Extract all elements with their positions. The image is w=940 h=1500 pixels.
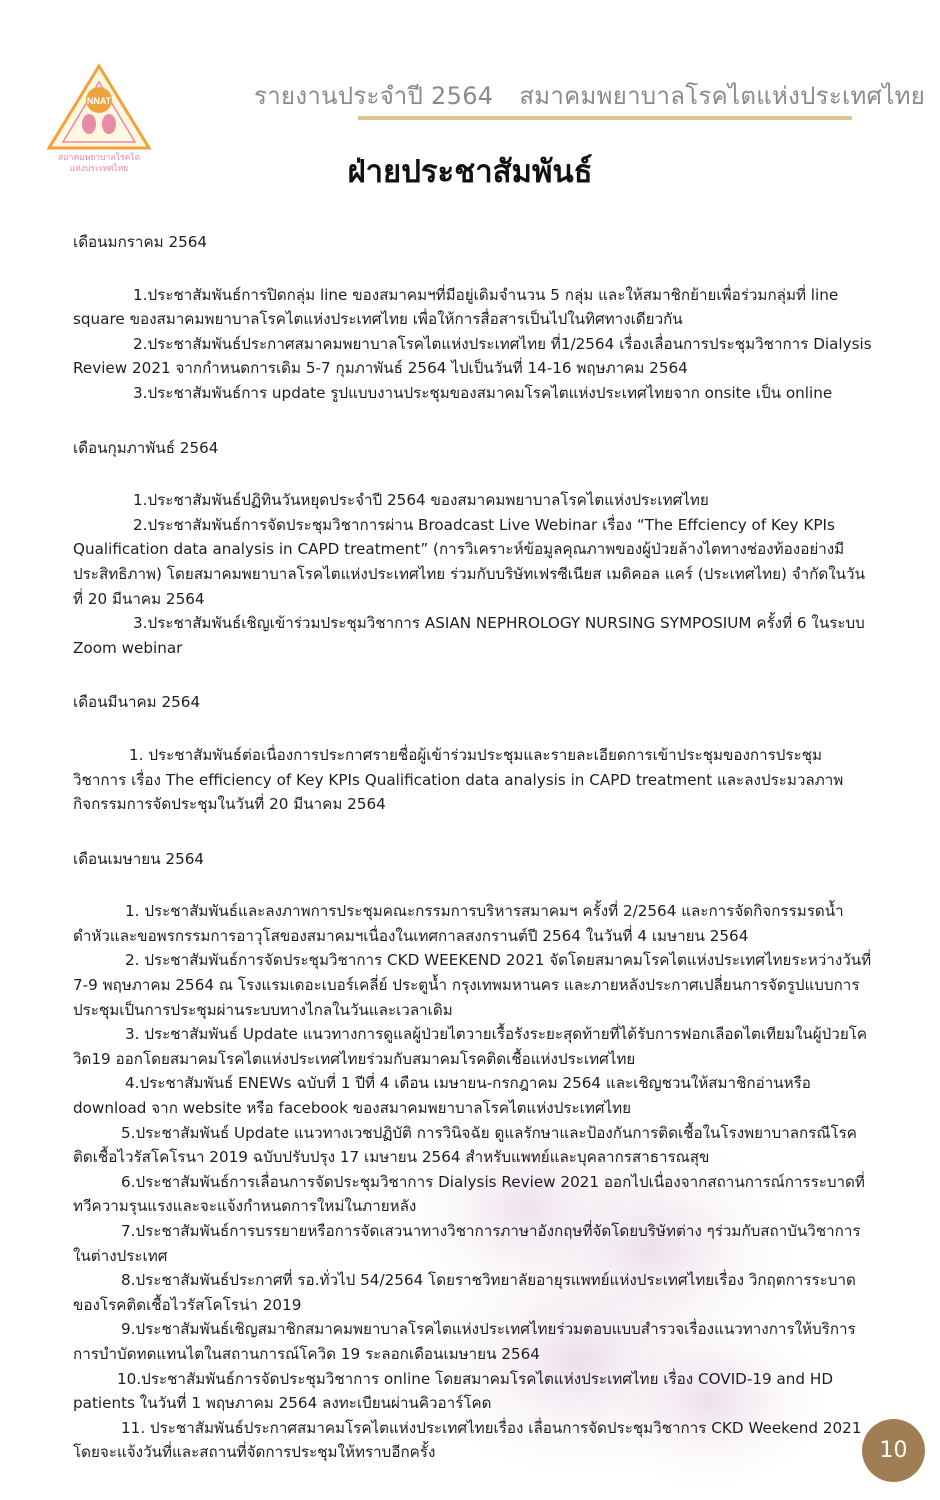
list-item: 3. ประชาสัมพันธ์ Update แนวทางการดูแลผู้ป่วยไตวายเรื้อรังระยะสุดท้ายที่ได้รับการฟอกเลือดไตเทียมในผู้ป่วยโควิด19 ออกโดยสมาคมโรคไตแห่งประเทศไทยร่วมกับสมาคมโรคติดเชื้อแห่งประเทศไทย: [73, 1025, 868, 1068]
list-item: 5.ประชาสัมพันธ์ Update แนวทางเวชปฏิบัติ การวินิจฉัย ดูแลรักษาและป้องกันการติดเชื้อในโรงพยาบาลกรณีโรคติดเชื้อไวรัสโคโรนา 2019 ฉบับปรับปรุง 17 เมษายน 2564 สำหรับแพทย์และบุคลากรสาธารณสุข: [73, 1123, 857, 1167]
header-association-name: สมาคมพยาบาลโรคไตแห่งประเทศไทย: [519, 82, 926, 110]
page-title: ฝ่ายประชาสัมพันธ์: [347, 154, 593, 190]
logo-caption-line1: สมาคมพยาบาลโรคไต: [57, 153, 141, 163]
list-item: 2.ประชาสัมพันธ์ประกาศสมาคมพยาบาลโรคไตแห่งประเทศไทย ที่1/2564 เรื่องเลื่อนการประชุมวิชาการ Dialysis Review 2021 จากกำหนดการเดิม 5-7 กุมภาพันธ์ 2564 ไปเป็นวันที่ 14-16 พฤษภาคม 2564: [73, 334, 872, 378]
list-item: 2.ประชาสัมพันธ์การจัดประชุมวิชาการผ่าน Broadcast Live Webinar เรื่อง “The Effciency of Key KPIs Qualification data analysis in CAPD treatment” (การวิเคราะห์ข้อมูลคุณภาพของผู้ป่วยล้างไตทางช่องท้องอย่างมีประสิทธิภาพ) โดยสมาคมพยาบาลโรคไตแห่งประเทศไทย ร่วมกับบริษัทเฟรซีเนียส เมดิคอล แคร์ (ประเทศไทย) จำกัดในวันที่ 20 มีนาคม 2564: [73, 515, 865, 608]
logo-caption-line2: แห่งประเทศไทย: [69, 164, 129, 174]
month-heading: เดือนกุมภาพันธ์ 2564: [73, 438, 219, 457]
list-item: 1. ประชาสัมพันธ์และลงภาพการประชุมคณะกรรมการบริหารสมาคมฯ ครั้งที่ 2/2564 และการจัดกิจกรรมรดน้ำดำหัวและขอพรกรรมการอาวุโสของสมาคมฯเนื่องในเทศกาลสงกรานต์ปี 2564 ในวันที่ 4 เมษายน 2564: [73, 902, 844, 945]
header-report-title: รายงานประจำปี 2564: [254, 82, 494, 110]
list-item: 1.ประชาสัมพันธ์ปฏิทินวันหยุดประจำปี 2564 ของสมาคมพยาบาลโรคไตแห่งประเทศไทย: [133, 491, 709, 510]
logo-badge-text: NNAT: [86, 96, 112, 106]
list-item: 10.ประชาสัมพันธ์การจัดประชุมวิชาการ online โดยสมาคมโรคไตแห่งประเทศไทย เรื่อง COVID-19 and HD patients ในวันที่ 1 พฤษภาคม 2564 ลงทะเบียนผ่านคิวอาร์โคด: [73, 1369, 834, 1413]
running-header: [254, 76, 926, 115]
month-heading: เดือนเมษายน 2564: [73, 849, 205, 868]
document-body: [73, 226, 873, 1465]
list-item: 2. ประชาสัมพันธ์การจัดประชุมวิชาการ CKD WEEKEND 2021 จัดโดยสมาคมโรคไตแห่งประเทศไทยระหว่างวันที่ 7-9 พฤษภาคม 2564 ณ โรงแรมเดอะเบอร์เคลี่ย์ ประตูน้ำ กรุงเทพมหานคร และภายหลังประกาศเปลี่ยนการจัดรูปแบบการประชุมเป็นการประชุมผ่านระบบทางไกลในวันและเวลาเดิม: [73, 951, 872, 1019]
page-number-badge: 10: [862, 1419, 925, 1482]
list-item: 3.ประชาสัมพันธ์เชิญเข้าร่วมประชุมวิชาการ ASIAN NEPHROLOGY NURSING SYMPOSIUM ครั้งที่ 6 ในระบบ Zoom webinar: [73, 614, 865, 657]
month-heading: เดือนมกราคม 2564: [73, 233, 208, 251]
list-item: 11. ประชาสัมพันธ์ประกาศสมาคมโรคไตแห่งประเทศไทยเรื่อง เลื่อนการจัดประชุมวิชาการ CKD Weekend 2021 โดยจะแจ้งวันที่และสถานที่จัดการประชุมให้ทราบอีกครั้ง: [73, 1418, 862, 1462]
list-item: 1. ประชาสัมพันธ์ต่อเนื่องการประกาศรายชื่อผู้เข้าร่วมประชุมและรายละเอียดการเข้าประชุมของการประชุมวิชาการ เรื่อง The efficiency of Key KPIs Qualification data analysis in CAPD treatment และลงประมวลภาพกิจกรรมการจัดประชุมในวันที่ 20 มีนาคม 2564: [73, 745, 844, 814]
list-item: 7.ประชาสัมพันธ์การบรรยายหรือการจัดเสวนาทางวิชาการภาษาอังกฤษที่จัดโดยบริษัทต่าง ๆร่วมกับสถาบันวิชาการในต่างประเทศ: [73, 1222, 861, 1265]
header-rule: [358, 116, 852, 120]
list-item: 9.ประชาสัมพันธ์เชิญสมาชิกสมาคมพยาบาลโรคไตแห่งประเทศไทยร่วมตอบแบบสำรวจเรื่องแนวทางการให้บริการการบำบัดทดแทนไตในสถานการณ์โควิด 19 ระลอกเดือนเมษายน 2564: [73, 1320, 856, 1363]
month-heading: เดือนมีนาคม 2564: [73, 693, 201, 712]
list-item: 4.ประชาสัมพันธ์ ENEWs ฉบับที่ 1 ปีที่ 4 เดือน เมษายน-กรกฎาคม 2564 และเชิญชวนให้สมาชิกอ่านหรือ download จาก website หรือ facebook ของสมาคมพยาบาลโรคไตแห่งประเทศไทย: [73, 1074, 811, 1118]
list-item: 6.ประชาสัมพันธ์การเลื่อนการจัดประชุมวิชาการ Dialysis Review 2021 ออกไปเนื่องจากสถานการณ์การระบาดที่ทวีความรุนแรงและจะแจ้งกำหนดการใหม่ในภายหลัง: [73, 1172, 865, 1216]
list-item: 1.ประชาสัมพันธ์การปิดกลุ่ม line ของสมาคมฯที่มีอยู่เดิมจำนวน 5 กลุ่ม และให้สมาชิกย้ายเพื่อร่วมกลุ่มที่ line square ของสมาคมพยาบาลโรคไตแห่งประเทศไทย เพื่อให้การสื่อสารเป็นไปในทิศทางเดียวกัน: [73, 285, 839, 329]
list-item: 3.ประชาสัมพันธ์การ update รูปแบบงานประชุมของสมาคมโรคไตแห่งประเทศไทยจาก onsite เป็น online: [133, 383, 833, 402]
list-item: 8.ประชาสัมพันธ์ประกาศที่ รอ.ทั่วไป 54/2564 โดยราชวิทยาลัยอายุรแพทย์แห่งประเทศไทยเรื่อง วิกฤตการระบาดของโรคติดเชื้อไวรัสโคโรน่า 2019: [73, 1271, 856, 1314]
